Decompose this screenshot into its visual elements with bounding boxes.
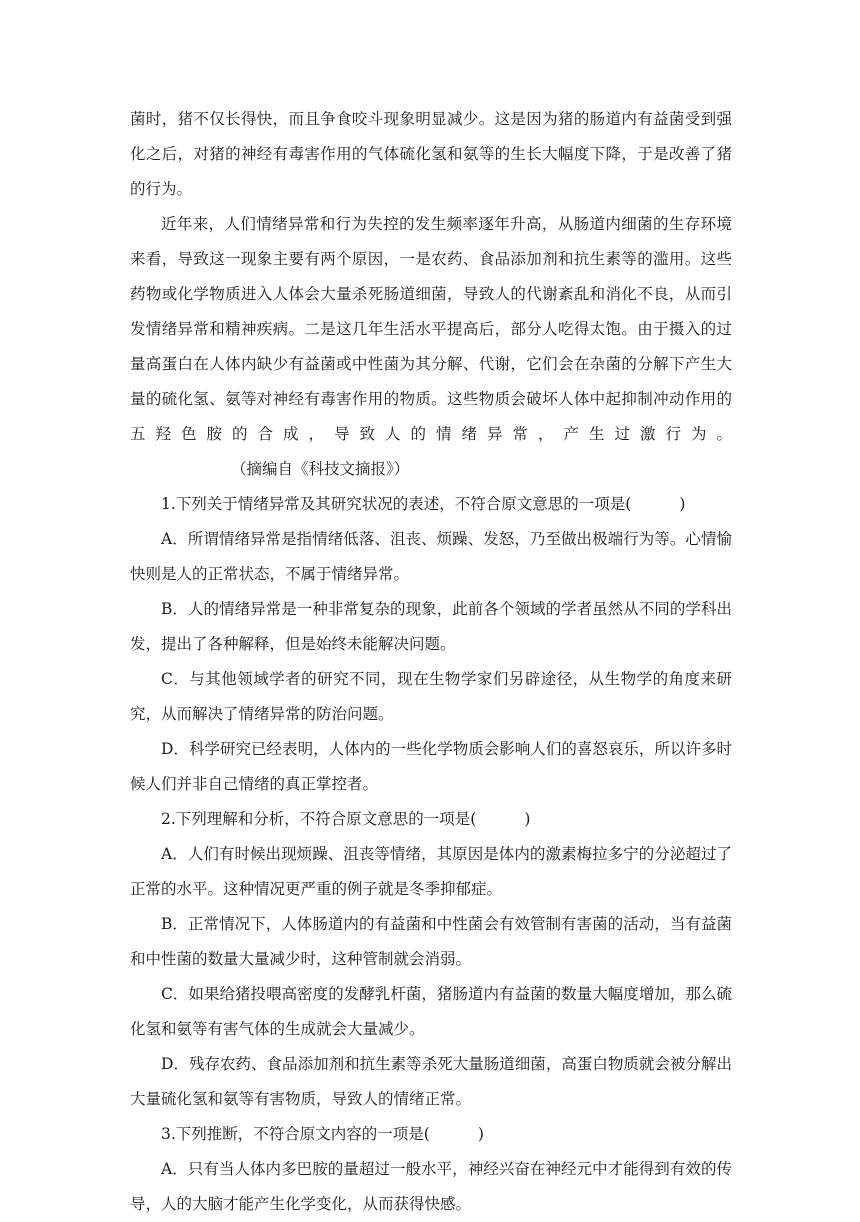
question-2-option-d: D．残存农药、食品添加剂和抗生素等杀死大量肠道细菌，高蛋白物质就会被分解出大量硫化氢和氨等有害物质，导致人的情绪正常。 (130, 1055, 732, 1108)
question-3-stem-end: ) (477, 1125, 484, 1143)
question-1-stem-end: ) (679, 495, 686, 513)
question-2-stem-end: ) (524, 810, 531, 828)
question-2-stem-text: 2.下列理解和分析，不符合原文意思的一项是( (161, 810, 477, 828)
question-2-option-c: C．如果给猪投喂高密度的发酵乳杆菌，猪肠道内有益菌的数量大幅度增加，那么硫化氢和氨等有害气体的生成就会大量减少。 (130, 985, 732, 1038)
question-1-option-a: A．所谓情绪异常是指情绪低落、沮丧、烦躁、发怒，乃至做出极端行为等。心情愉快则是人的正常状态，不属于情绪异常。 (130, 530, 732, 583)
question-3-option-a: A．只有当人体内多巴胺的量超过一般水平，神经兴奋在神经元中才能得到有效的传导，人的大脑才能产生化学变化，从而获得快感。 (130, 1160, 732, 1213)
question-1-option-d: D．科学研究已经表明，人体内的一些化学物质会影响人们的喜怒哀乐，所以许多时候人们并非自己情绪的真正掌控者。 (130, 740, 732, 793)
question-3-stem (130, 1117, 732, 1152)
passage-paragraph-2 (130, 207, 732, 487)
question-1-stem (130, 487, 732, 522)
passage-source: （摘编自《科技文摘报》） (231, 460, 410, 478)
question-1-option-c: C．与其他领域学者的研究不同，现在生物学家们另辟途径，从生物学的角度来研究，从而解决了情绪异常的防治问题。 (130, 670, 732, 723)
question-3-stem-text: 3.下列推断，不符合原文内容的一项是( (161, 1125, 430, 1143)
question-2-option-a: A．人们有时候出现烦躁、沮丧等情绪，其原因是体内的激素梅拉多宁的分泌超过了正常的水平。这种情况更严重的例子就是冬季抑郁症。 (130, 845, 732, 898)
text-block (130, 102, 732, 1222)
question-1-stem-text: 1.下列关于情绪异常及其研究状况的表述，不符合原文意思的一项是( (161, 495, 632, 513)
question-2-option-b: B．正常情况下，人体肠道内的有益菌和中性菌会有效管制有害菌的活动，当有益菌和中性菌的数量大量减少时，这种管制就会消弱。 (130, 915, 732, 968)
question-2-stem (130, 802, 732, 837)
passage-paragraph-continued: 菌时，猪不仅长得快，而且争食咬斗现象明显减少。这是因为猪的肠道内有益菌受到强化之后，对猪的神经有毒害作用的气体硫化氢和氨等的生长大幅度下降，于是改善了猪的行为。 (130, 110, 732, 198)
passage-paragraph-2-text: 近年来，人们情绪异常和行为失控的发生频率逐年升高，从肠道内细菌的生存环境来看，导致这一现象主要有两个原因，一是农药、食品添加剂和抗生素等的滥用。这些药物或化学物质进入人体会大量杀死肠道细菌，导致人的代谢紊乱和消化不良，从而引发情绪异常和精神疾病。二是这几年生活水平提高后，部分人吃得太饱。由于摄入的过量高蛋白在人体内缺少有益菌或中性菌为其分解、代谢，它们会在杂菌的分解下产生大量的硫化氢、氨等对神经有毒害作用的物质。这些物质会破坏人体中起抑制冲动作用的五羟色胺的合成，导致人的情绪异常，产生过激行为。 (130, 215, 732, 443)
question-1-option-b: B．人的情绪异常是一种非常复杂的现象，此前各个领域的学者虽然从不同的学科出发，提出了各种解释，但是始终未能解决问题。 (130, 600, 732, 653)
